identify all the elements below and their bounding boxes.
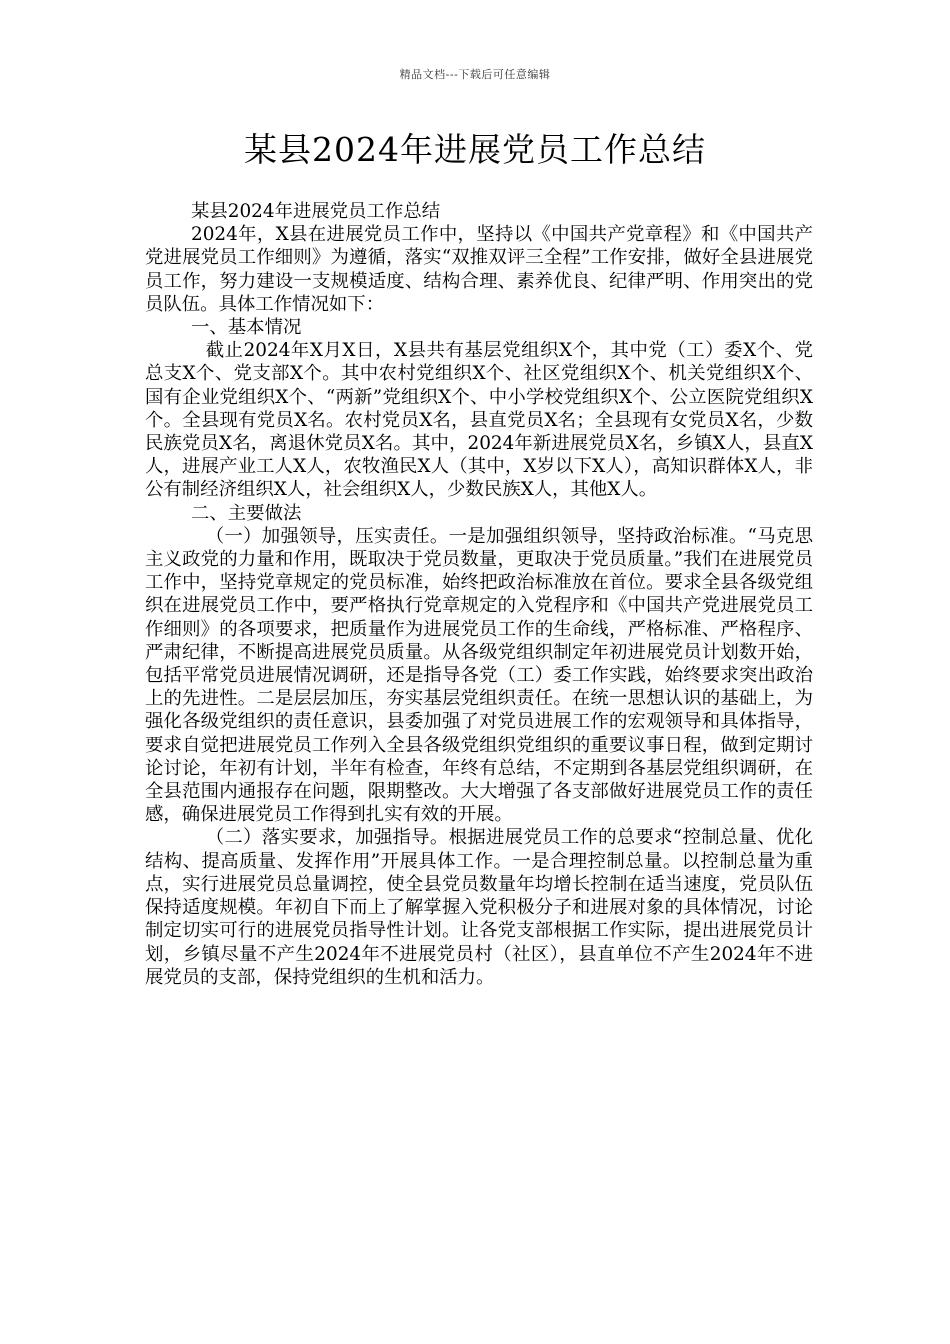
paragraph-basic-situation: 截止2024年X月X日，X县共有基层党组织X个，其中党（工）委X个、党总支X个、党支部X个。其中农村党组织X个、社区党组织X个、机关党组织X个、国有企业党组织X个、“两新”党组织X个、中小学校党组织X个、公立医院党组织X个。全县现有党员X名。农村党员X名，县直党员X名；全县现有女党员X名，少数民族党员X名，离退休党员X名。其中，2024年新进展党员X名，乡镇X人，县直X人，进展产业工人X人，农牧渔民X人（其中，X岁以下X人），高知识群体X人，非公有制经济组织X人，社会组织X人，少数民族X人，其他X人。: [145, 340, 813, 501]
section-heading-methods: 二、主要做法: [191, 502, 302, 524]
paragraph-subtitle: 某县2024年进展党员工作总结: [191, 201, 441, 222]
document-title: 某县2024年进展党员工作总结: [244, 130, 706, 169]
paragraph-method-2: （二）落实要求，加强指导。根据进展党员工作的总要求“控制总量、优化结构、提高质量、发挥作用”开展具体工作。一是合理控制总量。以控制总量为重点，实行进展党员总量调控，使全县党员数量年均增长控制在适当速度，党员队伍保持适度规模。年初自下而上了解掌握入党积极分子和进展对象的具体情况，讨论制定切实可行的进展党员指导性计划。让各党支部根据工作实际，提出进展党员计划，乡镇尽量不产生2024年不进展党员村（社区），县直单位不产生2024年不进展党员的支部，保持党组织的生机和活力。: [145, 827, 813, 988]
header-note: 精品文档---下载后可任意编辑: [399, 68, 551, 81]
paragraph-intro: 2024年，X县在进展党员工作中，坚持以《中国共产党章程》和《中国共产党进展党员工作细则》为遵循，落实“双推双评三全程”工作安排，做好全县进展党员工作，努力建设一支规模适度、结构合理、素养优良、纪律严明、作用突出的党员队伍。具体工作情况如下：: [145, 224, 813, 315]
document-body: [145, 200, 813, 989]
paragraph-method-1: （一）加强领导，压实责任。一是加强组织领导，坚持政治标准。“马克思主义政党的力量和作用，既取决于党员数量，更取决于党员质量。”我们在进展党员工作中，坚持党章规定的党员标准，始终把政治标准放在首位。要求全县各级党组织在进展党员工作中，要严格执行党章规定的入党程序和《中国共产党进展党员工作细则》的各项要求，把质量作为进展党员工作的生命线，严格标准、严格程序、严肃纪律，不断提高进展党员质量。从各级党组织制定年初进展党员计划数开始，包括平常党员进展情况调研，还是指导各党（工）委工作实践，始终要求突出政治上的先进性。二是层层加压，夯实基层党组织责任。在统一思想认识的基础上，为强化各级党组织的责任意识，县委加强了对党员进展工作的宏观领导和具体指导，要求自觉把进展党员工作列入全县各级党组织党组织的重要议事日程，做到定期讨论讨论，年初有计划，半年有检查，年终有总结，不定期到各基层党组织调研，在全县范围内通报存在问题，限期整改。大大增强了各支部做好进展党员工作的责任感，确保进展党员工作得到扎实有效的开展。: [145, 525, 813, 826]
section-heading-basic: 一、基本情况: [191, 317, 302, 339]
